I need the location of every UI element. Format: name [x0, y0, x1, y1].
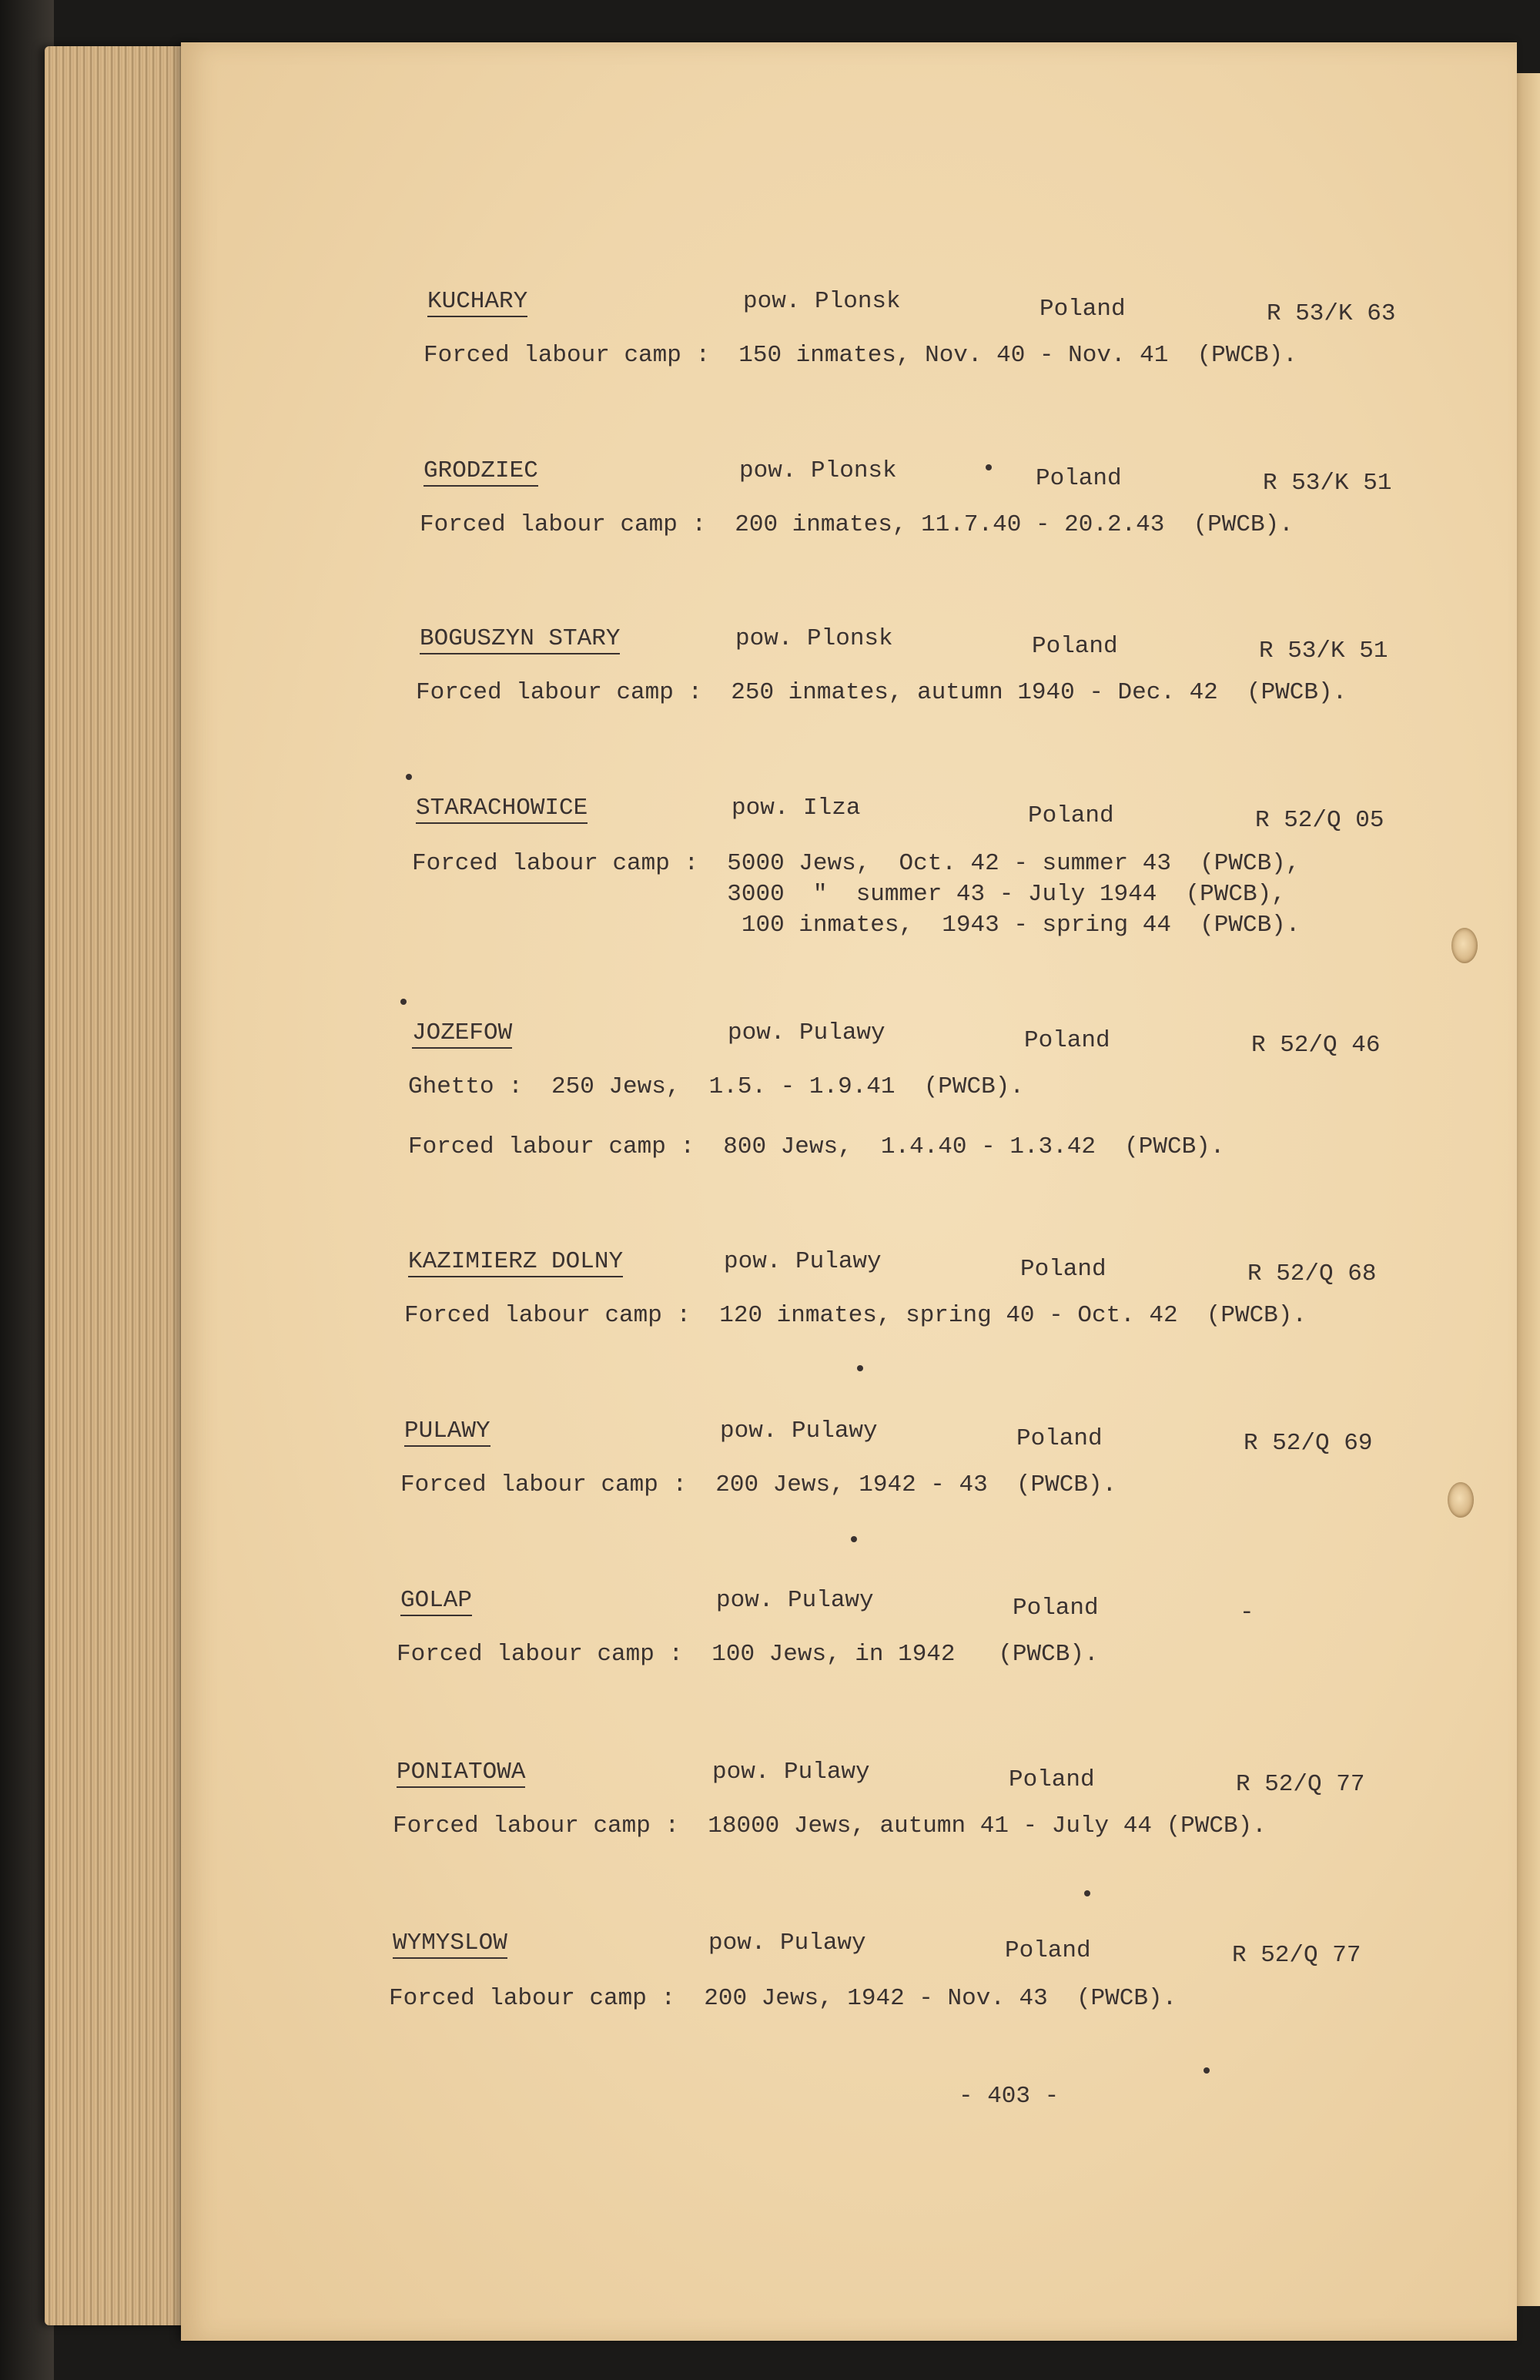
entry-wymyslow — [377, 1929, 1540, 2098]
district: pow. Pulawy — [708, 1930, 866, 1957]
map-reference: R 52/Q 77 — [1236, 1771, 1365, 1798]
district: pow. Pulawy — [716, 1587, 874, 1614]
country: Poland — [1016, 1425, 1103, 1452]
country: Poland — [1024, 1027, 1110, 1054]
detail-line: Forced labour camp : 150 inmates, Nov. 40 - Nov. 41 (PWCB). — [424, 342, 1297, 369]
entry-kazimierz-dolny — [393, 1247, 1540, 1417]
entry-golap — [385, 1586, 1540, 1756]
ink-speck — [986, 464, 992, 470]
entry-kuchary — [412, 287, 1540, 457]
ink-speck — [400, 999, 407, 1005]
map-reference: R 52/Q 69 — [1244, 1430, 1373, 1457]
map-reference: R 52/Q 77 — [1232, 1942, 1361, 1969]
country: Poland — [1028, 802, 1114, 829]
map-reference: R 52/Q 46 — [1251, 1032, 1381, 1059]
district: pow. Pulawy — [720, 1418, 878, 1444]
place-name: STARACHOWICE — [416, 794, 588, 824]
detail-line: Forced labour camp : 200 inmates, 11.7.40 - 20.2.43 (PWCB). — [420, 511, 1294, 538]
place-name: BOGUSZYN STARY — [420, 624, 620, 654]
map-reference: R 52/Q 68 — [1247, 1260, 1377, 1287]
ink-speck — [857, 1365, 863, 1371]
district: pow. Plonsk — [735, 625, 893, 652]
country: Poland — [1040, 296, 1126, 323]
place-name: PULAWY — [404, 1417, 490, 1447]
country: Poland — [1032, 633, 1118, 660]
detail-line: Forced labour camp : 120 inmates, spring 40 - Oct. 42 (PWCB). — [404, 1302, 1307, 1329]
country: Poland — [1013, 1595, 1099, 1622]
place-name: KAZIMIERZ DOLNY — [408, 1247, 623, 1277]
detail-line: Forced labour camp : 200 Jews, 1942 - 43 (PWCB). — [400, 1471, 1117, 1498]
map-reference: R 52/Q 05 — [1255, 807, 1384, 834]
country: Poland — [1005, 1937, 1091, 1964]
detail-line: Forced labour camp : 100 Jews, in 1942 (PWCB). — [397, 1641, 1099, 1668]
ink-speck — [851, 1536, 857, 1542]
place-name: WYMYSLOW — [393, 1929, 507, 1959]
detail-line: Forced labour camp : 18000 Jews, autumn 41 - July 44 (PWCB). — [393, 1813, 1267, 1839]
entry-poniatowa — [381, 1758, 1540, 1927]
page-edges — [45, 46, 199, 2325]
place-name: GRODZIEC — [424, 457, 538, 487]
detail-line: Forced labour camp : 200 Jews, 1942 - Nov. 43 (PWCB). — [389, 1985, 1177, 2012]
document-page — [181, 42, 1517, 2341]
district: pow. Pulawy — [728, 1019, 886, 1046]
detail-line: Forced labour camp : 800 Jews, 1.4.40 - 1.3.42 (PWCB). — [408, 1133, 1225, 1160]
entry-boguszyn-stary — [404, 624, 1540, 794]
entry-starachowice — [400, 794, 1540, 963]
ink-speck — [1204, 2067, 1210, 2074]
district: pow. Plonsk — [743, 288, 901, 315]
detail-line: 3000 " summer 43 - July 1944 (PWCB), — [412, 881, 1286, 908]
place-name: KUCHARY — [427, 287, 527, 317]
page-number: - 403 - — [959, 2083, 1060, 2110]
detail-line: Forced labour camp : 250 inmates, autumn 1940 - Dec. 42 (PWCB). — [416, 679, 1348, 706]
district: pow. Pulawy — [724, 1248, 882, 1275]
place-name: GOLAP — [400, 1586, 472, 1616]
camp-list — [181, 42, 1517, 2341]
map-reference: R 53/K 63 — [1267, 300, 1396, 327]
country: Poland — [1020, 1256, 1106, 1283]
district: pow. Plonsk — [739, 457, 897, 484]
ink-speck — [1084, 1890, 1090, 1896]
map-reference: - — [1240, 1599, 1254, 1626]
detail-line: Forced labour camp : 5000 Jews, Oct. 42 - summer 43 (PWCB), — [412, 850, 1301, 877]
entry-jozefow — [397, 1019, 1540, 1188]
country: Poland — [1009, 1766, 1095, 1793]
map-reference: R 53/K 51 — [1263, 470, 1392, 497]
map-reference: R 53/K 51 — [1259, 638, 1388, 664]
country: Poland — [1036, 465, 1122, 492]
entry-grodziec — [408, 457, 1540, 626]
detail-line: Ghetto : 250 Jews, 1.5. - 1.9.41 (PWCB). — [408, 1073, 1024, 1100]
detail-line: 100 inmates, 1943 - spring 44 (PWCB). — [412, 912, 1301, 939]
place-name: JOZEFOW — [412, 1019, 512, 1049]
district: pow. Pulawy — [712, 1759, 870, 1786]
place-name: PONIATOWA — [397, 1758, 525, 1788]
entry-pulawy — [389, 1417, 1540, 1586]
ink-speck — [406, 774, 412, 780]
district: pow. Ilza — [732, 795, 861, 822]
